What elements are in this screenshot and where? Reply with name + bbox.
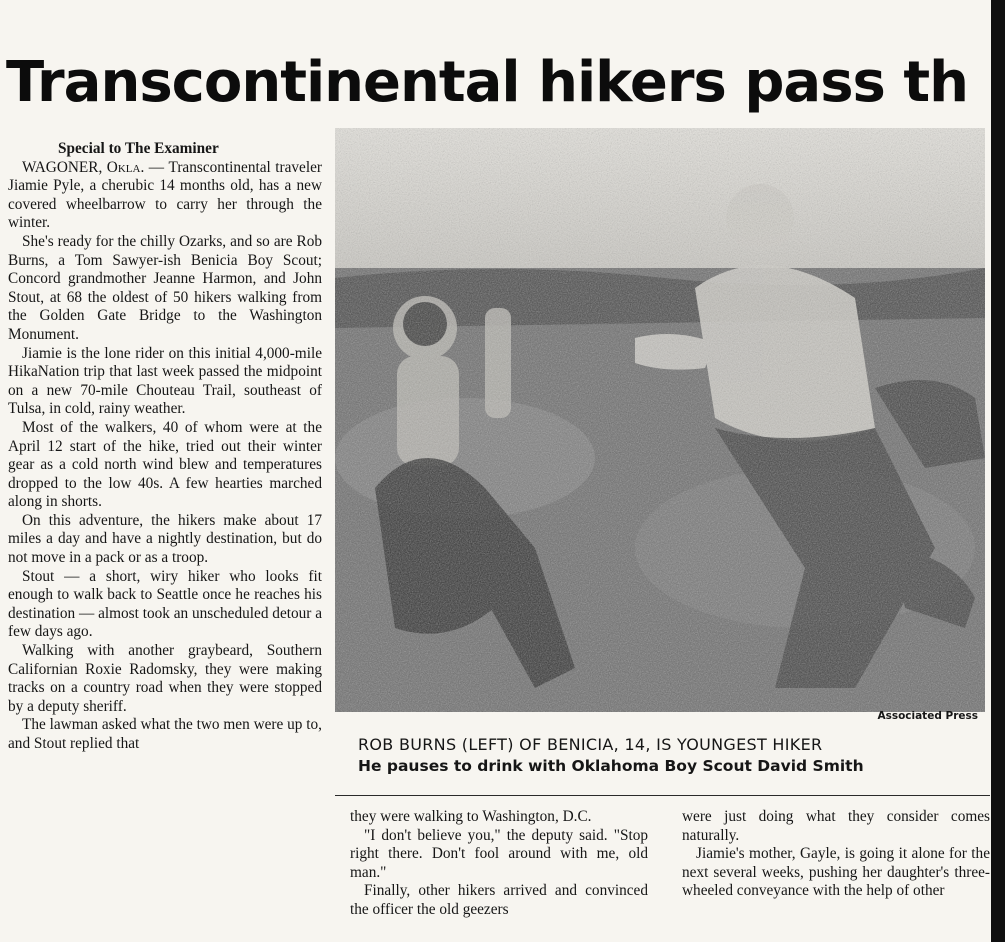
photo-caption-subhead: He pauses to drink with Oklahoma Boy Scout David Smith — [358, 757, 864, 775]
scan-edge — [991, 0, 1005, 942]
headline: Transcontinental hikers pass th — [6, 50, 969, 115]
article-column-2 — [350, 808, 648, 920]
article-column-3 — [682, 808, 990, 901]
paragraph: On this adventure, the hikers make about 17 miles a day and have a nightly destination, but do not move in a pack or as a troop. — [8, 511, 322, 567]
paragraph: "I don't believe you," the deputy said. "Stop right there. Don't fool around with me, old man." — [350, 826, 648, 881]
paragraph: Most of the walkers, 40 of whom were at the April 12 start of the hike, tried out their winter gear as a cold north wind blew and temperatures dropped to the low 40s. A few hearties marched along in shorts. — [8, 418, 322, 511]
paragraph: Walking with another graybeard, Southern Californian Roxie Radomsky, they were making tracks on a country road when they were stopped by a deputy sheriff. — [8, 642, 322, 715]
lead-paragraph — [8, 159, 322, 233]
photo-credit: Associated Press — [877, 710, 978, 722]
paragraph: they were walking to Washington, D.C. — [350, 808, 592, 825]
byline: Special to The Examiner — [58, 140, 219, 157]
paragraph: were just doing what they consider comes naturally. — [682, 808, 990, 844]
paragraph: The lawman asked what the two men were up to, and Stout replied that — [8, 716, 322, 752]
article-column-1 — [8, 140, 322, 754]
paragraph: Jiamie is the lone rider on this initial 4,000-mile HikaNation trip that last week passed the midpoint on a new 70-mile Chouteau Trail, southeast of Tulsa, in cold, rainy weather. — [8, 344, 322, 418]
paragraph: She's ready for the chilly Ozarks, and so are Rob Burns, a Tom Sawyer-ish Benicia Boy Scout; Concord grandmother Jeanne Harmon, and John Stout, at 68 the oldest of 50 hikers walking from the Golden Gate Bridge to the Washington Monument. — [8, 232, 322, 343]
paragraph: Jiamie's mother, Gayle, is going it alone for the next several weeks, pushing her daughter's three-wheeled conveyance with the help of other — [682, 845, 990, 900]
paragraph: Stout — a short, wiry hiker who looks fit enough to walk back to Seattle once he reaches his destination — almost took an unscheduled detour a few days ago. — [8, 567, 322, 641]
paragraph: Finally, other hikers arrived and convinced the officer the old geezers — [350, 882, 648, 918]
paragraph-text: Transcontinental traveler Jiamie Pyle, a cherubic 14 months old, has a new covered wheelbarrow to carry her through the winter. — [8, 158, 322, 232]
dateline: WAGONER, Okla. — — [22, 158, 169, 176]
photo-caption-headline: ROB BURNS (LEFT) OF BENICIA, 14, IS YOUNGEST HIKER — [358, 735, 823, 754]
photo-illustration — [335, 128, 985, 712]
news-photo — [335, 128, 985, 712]
caption-divider — [335, 795, 990, 796]
